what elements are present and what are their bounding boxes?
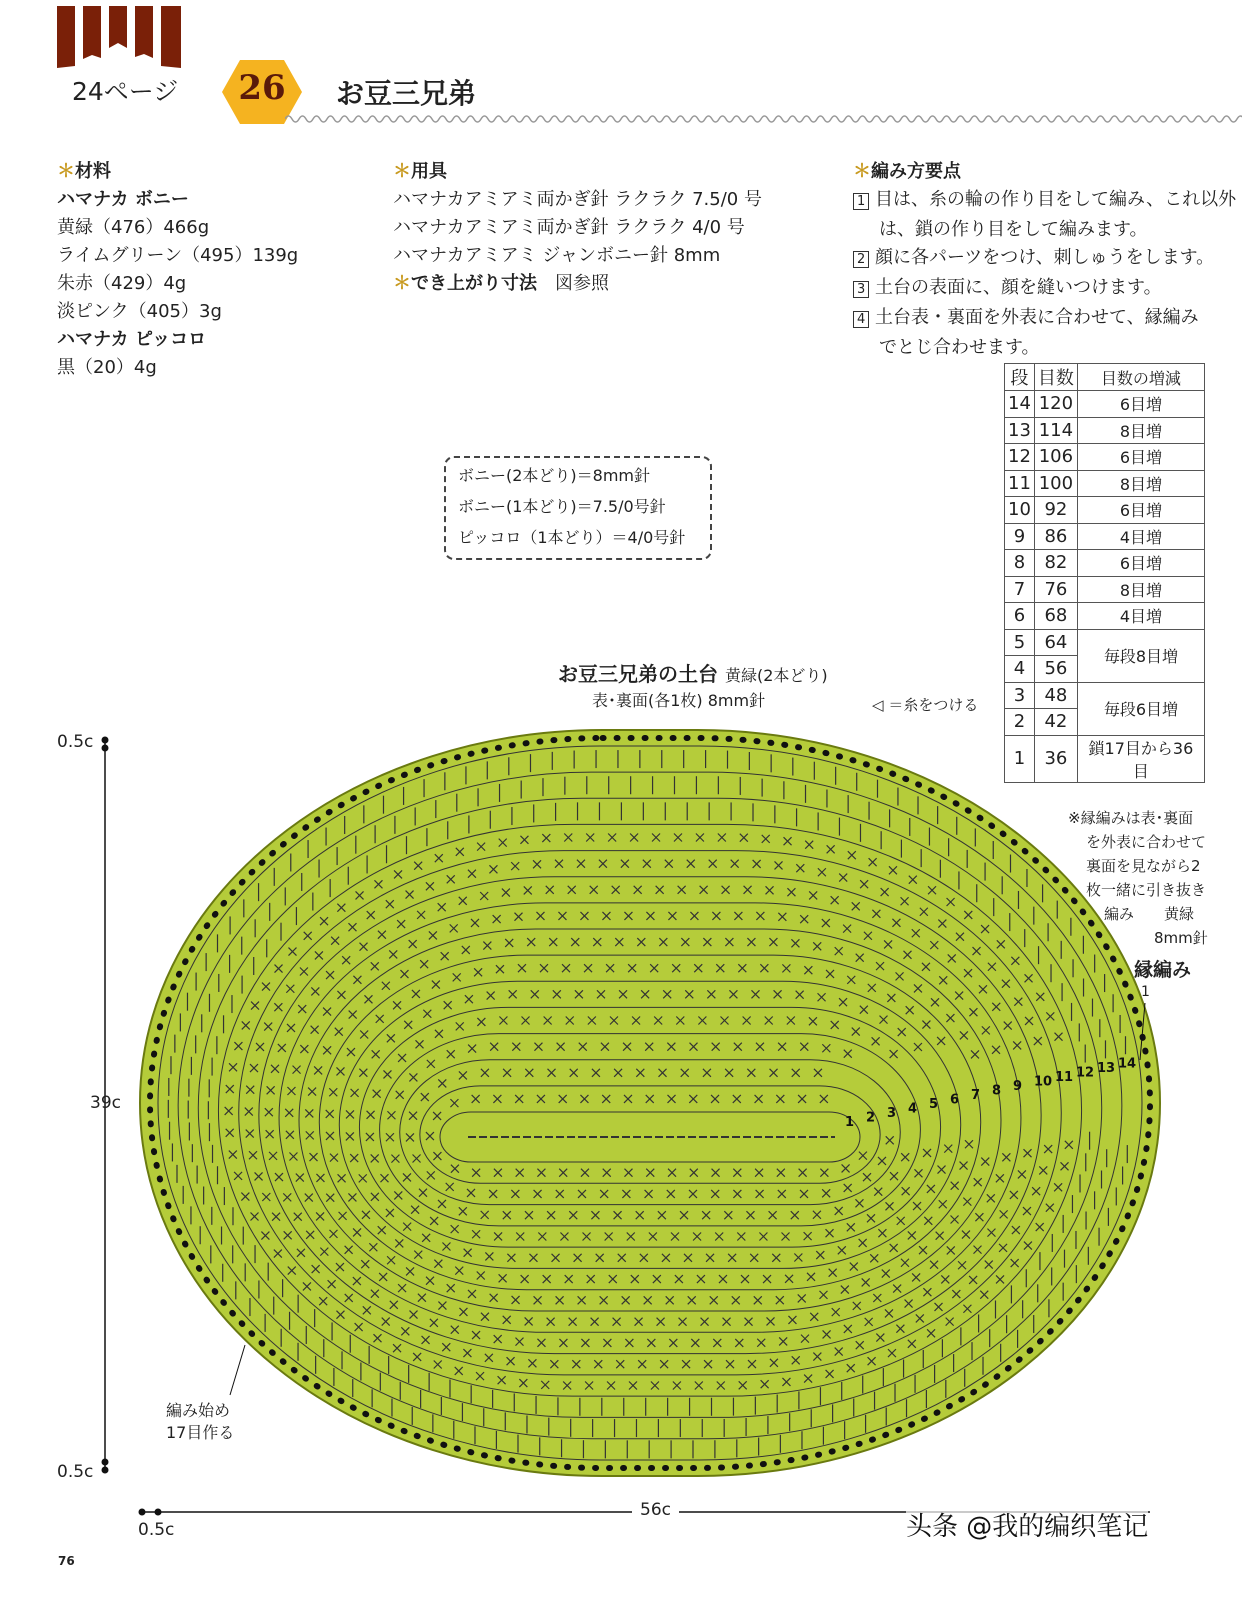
tool-item: ハマナカアミアミ ジャンボニー針 8mm	[393, 245, 721, 266]
round-number-label: 14	[1118, 1056, 1137, 1072]
tools-section: ＊用具 ハマナカアミアミ両かぎ針 ラクラク 7.5/0 号 ハマナカアミアミ両かぎ針 ラクラク 4/0 号 ハマナカアミアミ ジャンボニー針 8mm ＊でき上がり寸法 図参照	[393, 161, 762, 294]
brand-name: ハマナカ ピッコロ	[57, 329, 207, 350]
instruction-2: 2 顔に各パーツをつけ、刺しゅうをします。	[853, 244, 1236, 274]
table-cell: 48	[1034, 682, 1077, 709]
table-cell: 9	[1005, 523, 1035, 550]
table-cell: 8	[1005, 550, 1035, 577]
base-shape	[140, 730, 1160, 1476]
table-header: 段	[1005, 364, 1035, 391]
table-cell: 毎段6目増	[1077, 682, 1204, 735]
tool-item: ハマナカアミアミ両かぎ針 ラクラク 4/0 号	[393, 217, 745, 238]
round-number-label: 8	[992, 1083, 1002, 1099]
dim-left: 0.5c	[138, 1520, 175, 1540]
instructions-section: ＊編み方要点 1 目は、糸の輪の作り目をして編み、これ以外 は、鎖の作り目をして編みます。 2 顔に各パーツをつけ、刺しゅうをします。 3 土台の表面に、顔を縫いつけます。 4 土台表・裏面を外表に合わせて、縁編み でとじ合わせます。	[853, 158, 1236, 362]
table-cell: 82	[1034, 550, 1077, 577]
table-cell: 毎段8目増	[1077, 629, 1204, 682]
table-cell: 10	[1005, 497, 1035, 524]
pattern-number: 26	[238, 68, 286, 108]
dimension-dot	[102, 1467, 109, 1474]
round-number-label: 11	[1055, 1070, 1074, 1085]
diagram-title: お豆三兄弟の土台 黄緑(2本どり)	[558, 662, 828, 686]
dim-top: 0.5c	[57, 732, 94, 752]
table-cell: 68	[1034, 603, 1077, 630]
table-cell: 106	[1034, 444, 1077, 471]
round-number-label: 9	[1013, 1079, 1023, 1094]
table-cell: 42	[1034, 709, 1077, 736]
start-pointer	[230, 1345, 245, 1395]
table-cell: 8目増	[1077, 576, 1204, 603]
table-cell: 4目増	[1077, 523, 1204, 550]
dimension-dot	[102, 745, 109, 752]
table-cell: 4目増	[1077, 603, 1204, 630]
round-number-label: 12	[1076, 1065, 1095, 1081]
material-item: 淡ピンク（405）3g	[57, 301, 222, 322]
table-cell: 76	[1034, 576, 1077, 603]
round-number-label: 5	[929, 1097, 939, 1112]
attach-yarn-icon: ◁	[872, 696, 884, 714]
instruction-1: 1 目は、糸の輪の作り目をして編み、これ以外	[853, 186, 1236, 216]
table-cell: 6	[1005, 603, 1035, 630]
round-number-label: 6	[950, 1092, 960, 1108]
instruction-4-cont: でとじ合わせます。	[879, 337, 1040, 358]
table-cell: 36	[1034, 735, 1077, 782]
table-header: 目数	[1034, 364, 1077, 391]
table-cell: 6目増	[1077, 444, 1204, 471]
tool-item: ハマナカアミアミ両かぎ針 ラクラク 7.5/0 号	[393, 189, 762, 210]
table-cell: 11	[1005, 470, 1035, 497]
round-number-label: 13	[1097, 1061, 1116, 1076]
attach-yarn-legend: ◁ ＝糸をつける	[872, 696, 979, 714]
size-heading: でき上がり寸法	[411, 273, 537, 294]
needle-line: ボニー(2本どり)＝8mm針	[458, 466, 651, 485]
table-cell: 6目増	[1077, 391, 1204, 418]
round-number-label: 10	[1034, 1074, 1053, 1090]
edge-note: ※縁編みは表･裏面 を外表に合わせて 裏面を見ながら2 枚一緒に引き抜き 編み 黄緑 8mm針	[1068, 809, 1208, 947]
materials-section: ＊材料 ハマナカ ボニー 黄緑（476）466g ライムグリーン（495）139g 朱赤（429）4g 淡ピンク（405）3g ハマナカ ピッコロ 黒（20）4g	[57, 158, 298, 382]
edge-label: 縁編み	[1134, 959, 1192, 981]
table-cell: 1	[1005, 735, 1035, 782]
table-cell: 120	[1034, 391, 1077, 418]
diagram-subtitle: 表･裏面(各1枚) 8mm針	[592, 691, 766, 710]
round-number-label: 1	[845, 1115, 855, 1130]
table-cell: 7	[1005, 576, 1035, 603]
table-cell: 8目増	[1077, 470, 1204, 497]
page-title: お豆三兄弟	[336, 77, 477, 110]
start-note: 編み始め 17目作る	[166, 1401, 235, 1442]
round-number-label: 3	[887, 1106, 897, 1121]
table-header: 目数の増減	[1077, 364, 1204, 391]
round-number-label: 4	[908, 1101, 918, 1117]
table-cell: 56	[1034, 656, 1077, 683]
edge-round-label: 1	[1141, 984, 1150, 1000]
tools-heading: 用具	[411, 161, 447, 182]
dimension-dot	[139, 1509, 146, 1516]
material-item: 朱赤（429）4g	[57, 273, 187, 294]
dimension-dot	[102, 737, 109, 744]
round-number-label: 2	[866, 1110, 876, 1126]
material-item: 黄緑（476）466g	[57, 217, 210, 238]
dim-height: 39c	[90, 1093, 121, 1113]
round-number-label: 7	[971, 1088, 981, 1103]
instruction-1-cont: は、鎖の作り目をして編みます。	[879, 219, 1148, 240]
instructions-heading: 編み方要点	[871, 161, 961, 182]
dimension-dot	[155, 1509, 162, 1516]
watermark: 头条 @我的编织笔记	[906, 1506, 1148, 1543]
table-cell: 114	[1034, 417, 1077, 444]
material-item: 黒（20）4g	[57, 357, 157, 378]
table-cell: 6目増	[1077, 497, 1204, 524]
instruction-3: 3 土台の表面に、顔を縫いつけます。	[853, 274, 1236, 304]
table-cell: 鎖17目から36目	[1077, 735, 1204, 782]
needle-line: ボニー(1本どり)＝7.5/0号針	[458, 497, 666, 516]
size-value: 図参照	[555, 273, 609, 294]
table-cell: 6目増	[1077, 550, 1204, 577]
instruction-4: 4 土台表・裏面を外表に合わせて、縁編み	[853, 304, 1236, 334]
table-cell: 3	[1005, 682, 1035, 709]
table-cell: 8目増	[1077, 417, 1204, 444]
table-cell: 5	[1005, 629, 1035, 656]
page-number: 76	[58, 1554, 75, 1568]
dim-width: 56c	[632, 1500, 679, 1520]
table-cell: 14	[1005, 391, 1035, 418]
table-cell: 64	[1034, 629, 1077, 656]
table-cell: 4	[1005, 656, 1035, 683]
table-cell: 100	[1034, 470, 1077, 497]
table-cell: 86	[1034, 523, 1077, 550]
table-cell: 2	[1005, 709, 1035, 736]
dimension-dot	[102, 1459, 109, 1466]
material-item: ライムグリーン（495）139g	[57, 245, 299, 266]
materials-heading: 材料	[75, 161, 111, 182]
table-cell: 12	[1005, 444, 1035, 471]
dim-bottom: 0.5c	[57, 1462, 94, 1482]
table-cell: 13	[1005, 417, 1035, 444]
table-cell: 92	[1034, 497, 1077, 524]
needle-line: ピッコロ（1本どり）＝4/0号針	[458, 528, 686, 547]
page-reference: 24ページ	[72, 77, 179, 106]
brand-name: ハマナカ ボニー	[57, 189, 189, 210]
